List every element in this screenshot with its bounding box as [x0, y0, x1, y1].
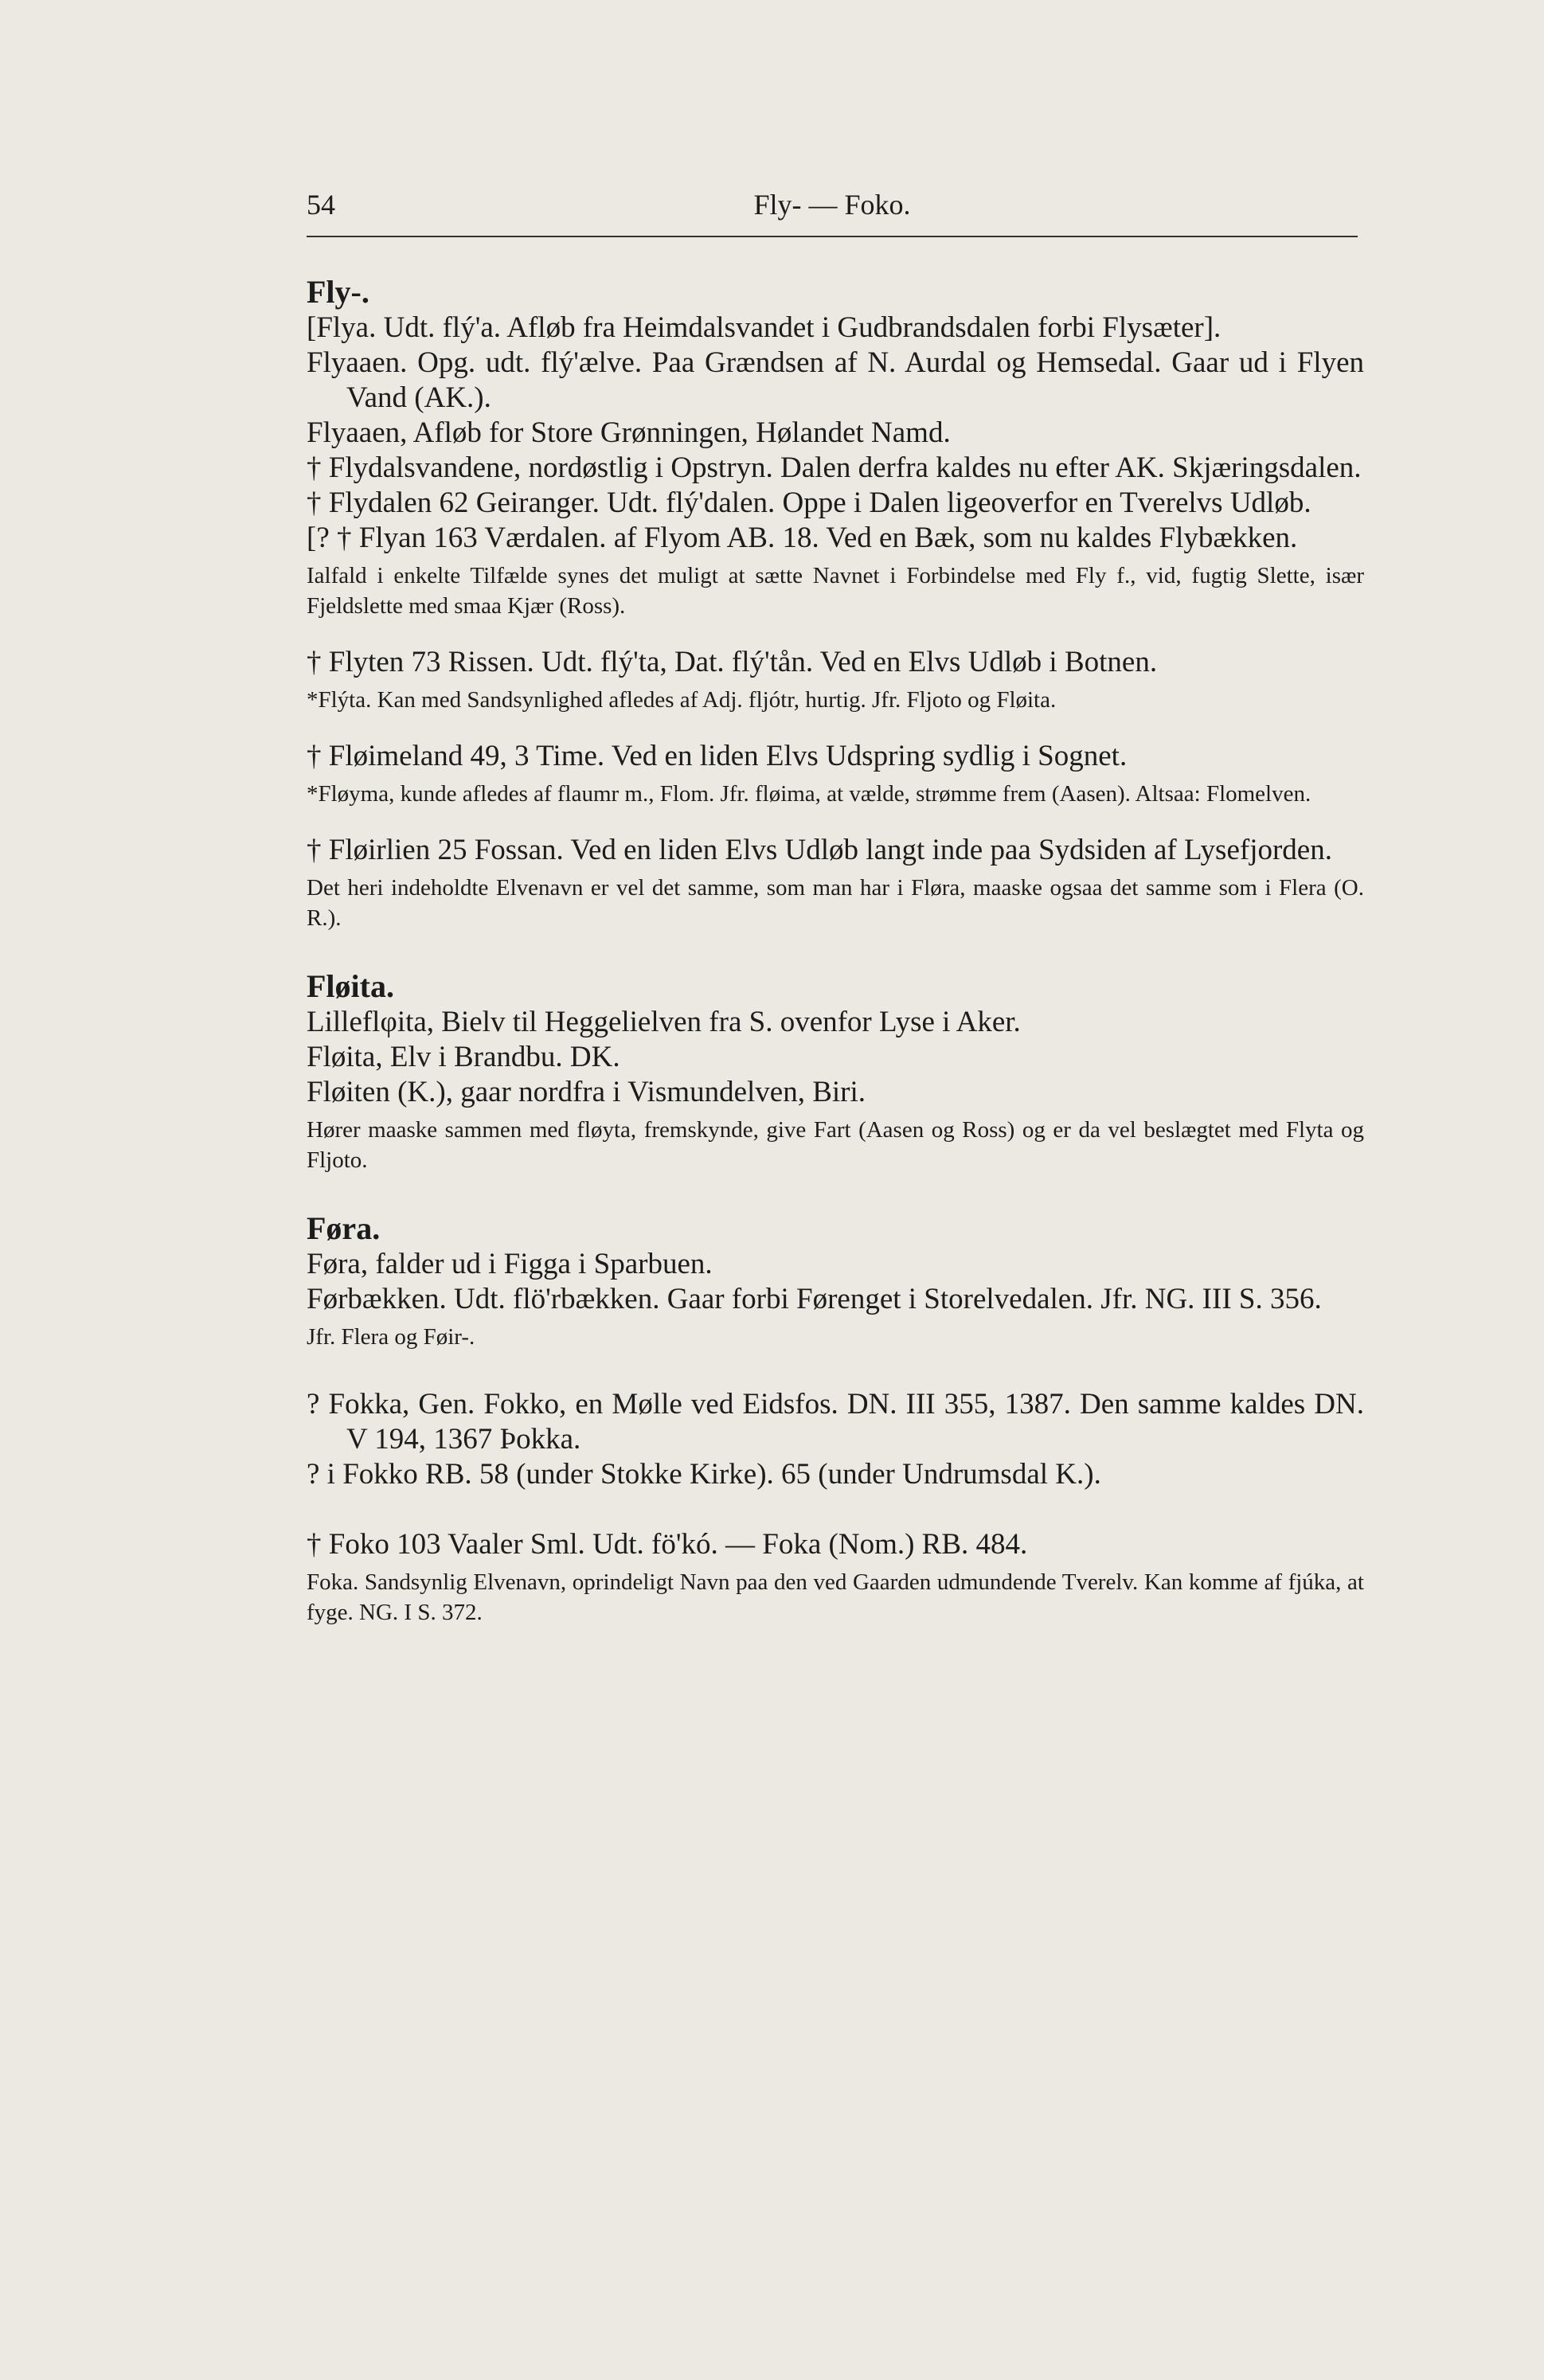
entry: Fløita, Elv i Brandbu. DK.: [307, 1041, 620, 1073]
page-header: [307, 188, 1358, 237]
section-heading: Føra.: [307, 1210, 381, 1246]
entry: Flyaaen. Opg. udt. flý'ælve. Paa Grændsen af N. Aurdal og Hemsedal. Gaar ud i Flyen Vand (AK.).: [307, 346, 1364, 414]
entry: Flyaaen, Afløb for Store Grønningen, Hølandet Namd.: [307, 416, 951, 449]
entry: † Flyten 73 Rissen. Udt. flý'ta, Dat. flý'tån. Ved en Elvs Udløb i Botnen.: [307, 646, 1158, 678]
section-heading: Fløita.: [307, 968, 394, 1004]
entry: † Flydalsvandene, nordøstlig i Opstryn. Dalen derfra kaldes nu efter AK. Skjæringsdalen.: [307, 451, 1362, 484]
entry: [? † Flyan 163 Værdalen. af Flyom AB. 18. Ved en Bæk, som nu kaldes Flybækken.: [307, 522, 1298, 554]
entry: Føra, falder ud i Figga i Sparbuen.: [307, 1248, 713, 1280]
note: Det heri indeholdte Elvenavn er vel det samme, som man har i Fløra, maaske ogsaa det samme som i Flera (O. R.).: [307, 875, 1364, 931]
dictionary-body: [307, 263, 1364, 1628]
entry: Lilleflφita, Bielv til Heggelielven fra S. ovenfor Lyse i Aker.: [307, 1006, 1021, 1038]
note: Ialfald i enkelte Tilfælde synes det muligt at sætte Navnet i Forbindelse med Fly f., vid, fugtig Slette, især Fjeldslette med smaa Kjær (Ross).: [307, 563, 1364, 619]
entry: Fløiten (K.), gaar nordfra i Vismundelven, Biri.: [307, 1076, 866, 1108]
entry: † Fløimeland 49, 3 Time. Ved en liden Elvs Udspring sydlig i Sognet.: [307, 740, 1128, 772]
entry: Førbækken. Udt. flö'rbækken. Gaar forbi Førenget i Storelvedalen. Jfr. NG. III S. 356.: [307, 1283, 1322, 1315]
note: Hører maaske sammen med fløyta, fremskynde, give Fart (Aasen og Ross) og er da vel beslægtet med Flyta og Fljoto.: [307, 1117, 1364, 1173]
note: *Fløyma, kunde afledes af flaumr m., Flom. Jfr. fløima, at vælde, strømme frem (Aasen). Altsaa: Flomelven.: [307, 781, 1311, 807]
note: Jfr. Flera og Føir-.: [307, 1324, 475, 1350]
page-number: 54: [307, 189, 335, 221]
note: *Flýta. Kan med Sandsynlighed afledes af Adj. fljótr, hurtig. Jfr. Fljoto og Fløita.: [307, 687, 1057, 713]
entry: ? Fokka, Gen. Fokko, en Mølle ved Eidsfos. DN. III 355, 1387. Den samme kaldes DN. V 194, 1367 Þokka.: [307, 1388, 1364, 1456]
entry: † Foko 103 Vaaler Sml. Udt. fö'kó. — Foka (Nom.) RB. 484.: [307, 1528, 1028, 1561]
entry: ? i Fokko RB. 58 (under Stokke Kirke). 65 (under Undrumsdal K.).: [307, 1458, 1101, 1491]
entry: [Flya. Udt. flý'a. Afløb fra Heimdalsvandet i Gudbrandsdalen forbi Flysæter].: [307, 311, 1222, 344]
note: Foka. Sandsynlig Elvenavn, oprindeligt Navn paa den ved Gaarden udmundende Tverelv. Kan komme af fjúka, at fyge. NG. I S. 372.: [307, 1569, 1364, 1625]
section-heading: Fly-.: [307, 274, 369, 310]
entry: † Flydalen 62 Geiranger. Udt. flý'dalen. Oppe i Dalen ligeoverfor en Tverelvs Udløb.: [307, 487, 1311, 519]
running-title: Fly- — Foko.: [753, 189, 911, 221]
entry: † Fløirlien 25 Fossan. Ved en liden Elvs Udløb langt inde paa Sydsiden af Lysefjorden.: [307, 834, 1332, 866]
